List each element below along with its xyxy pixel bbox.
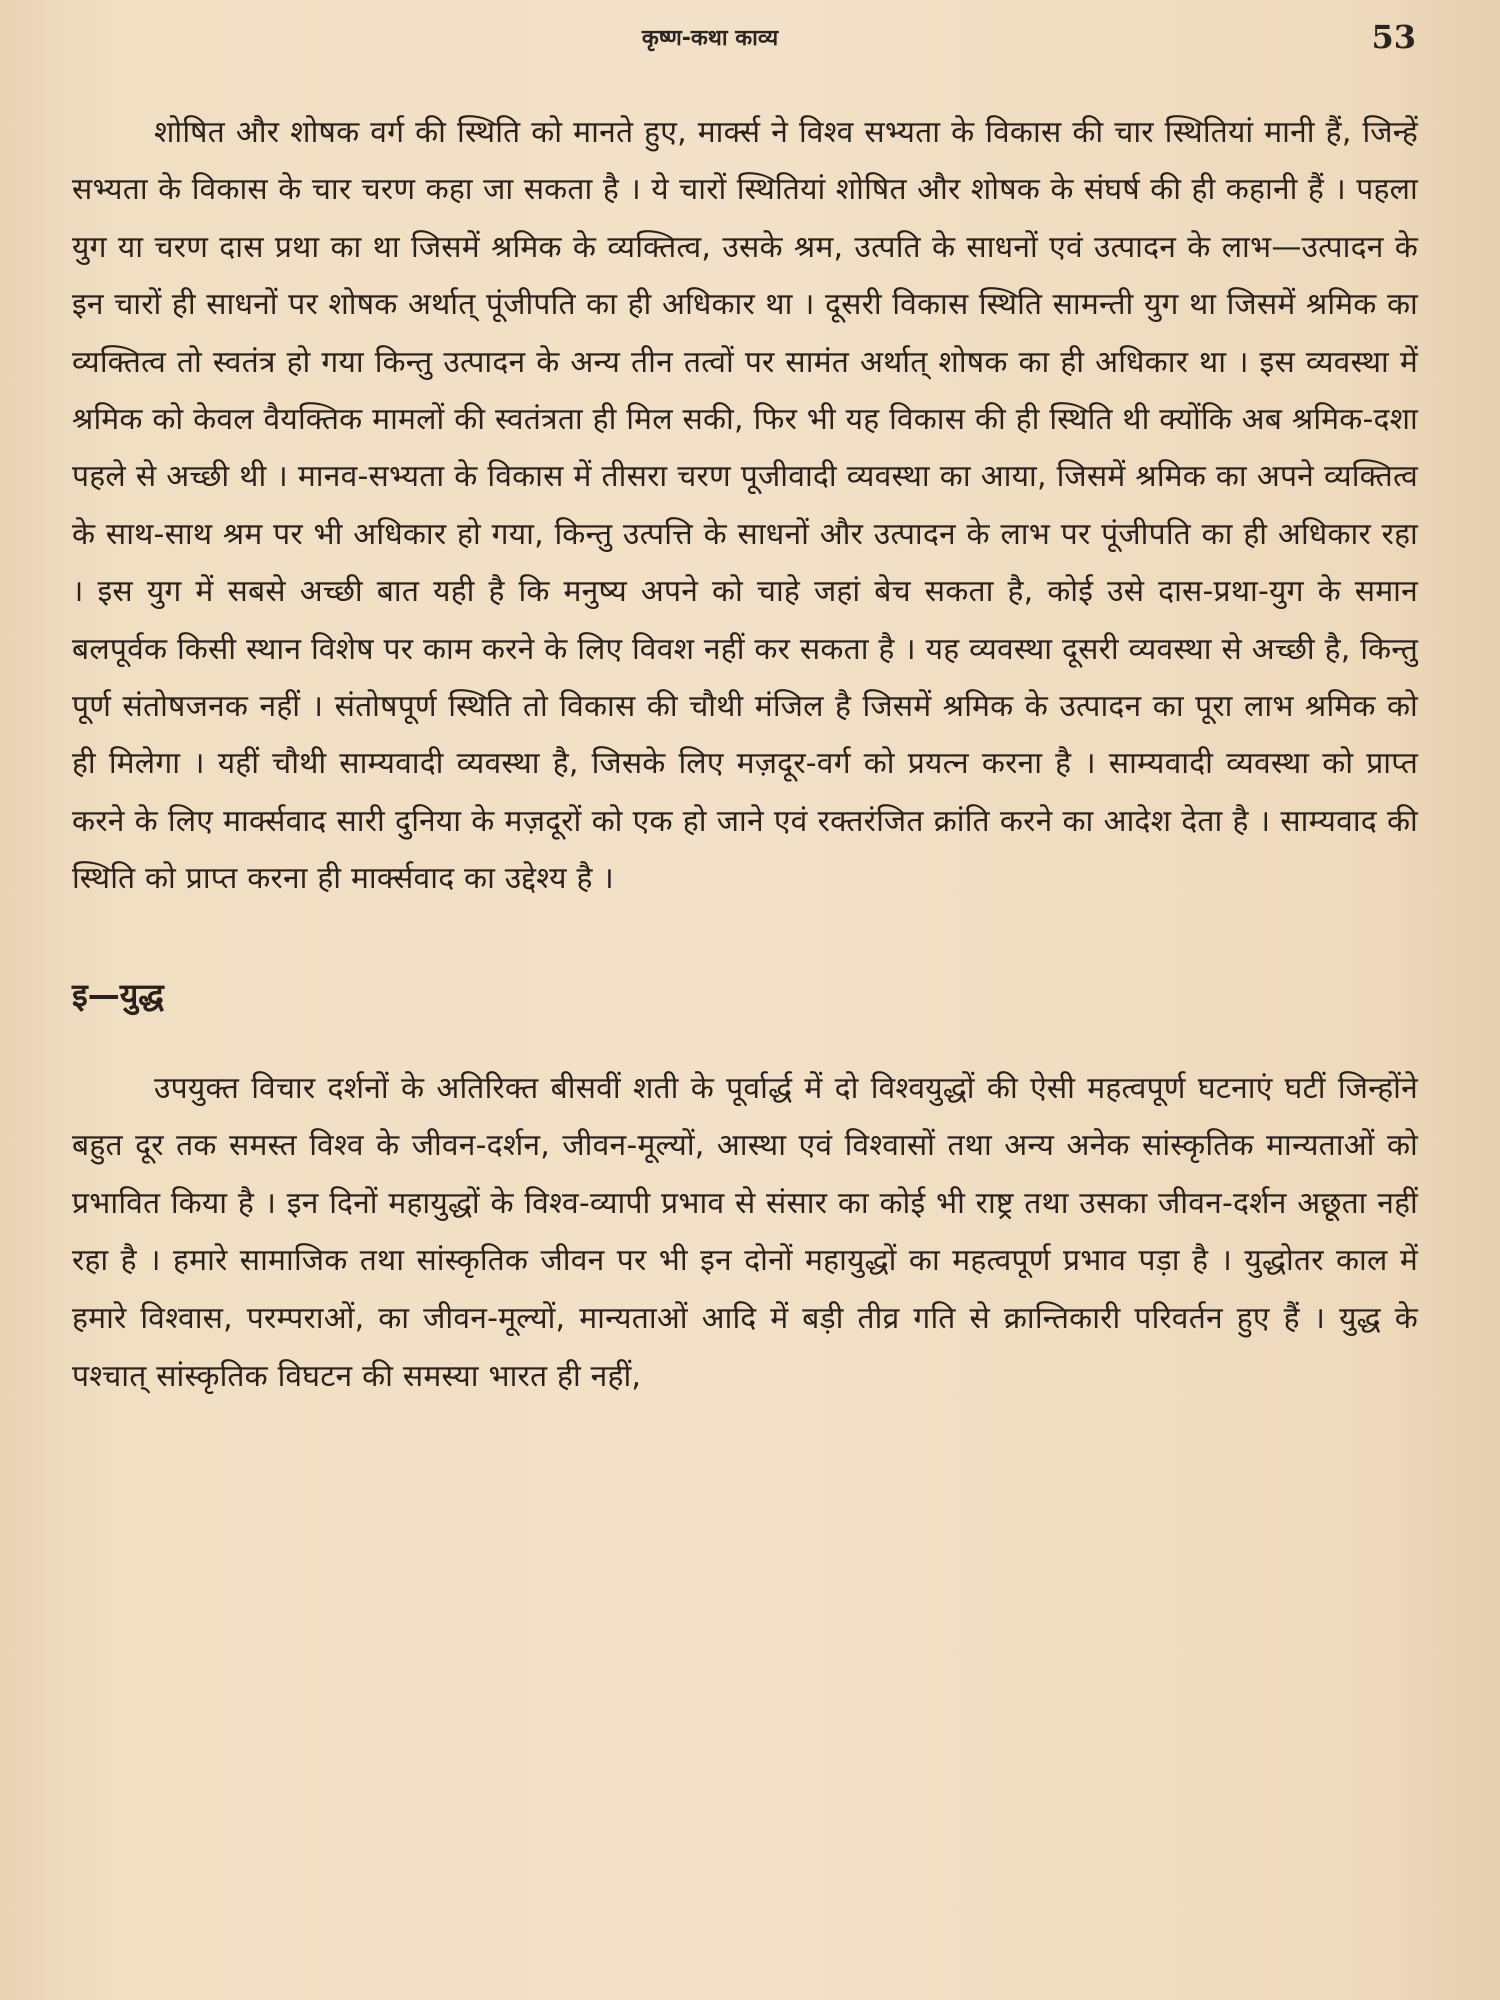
page-header <box>0 18 1500 58</box>
paragraph-marxism: शोषित और शोषक वर्ग की स्थिति को मानते हुए, मार्क्स ने विश्व सभ्यता के विकास की चार स्थितियां मानी हैं, जिन्हें सभ्यता के विकास के चार चरण कहा जा सकता है । ये चारों स्थितियां शोषित और शोषक के संघर्ष की ही कहानी हैं । पहला युग या चरण दास प्रथा का था जिसमें श्रमिक के व्यक्तित्व, उसके श्रम, उत्पति के साधनों एवं उत्पादन के लाभ—उत्पादन के इन चारों ही साधनों पर शोषक अर्थात् पूंजीपति का ही अधिकार था । दूसरी विकास स्थिति सामन्ती युग था जिसमें श्रमिक का व्यक्तित्व तो स्वतंत्र हो गया किन्तु उत्पादन के अन्य तीन तत्वों पर सामंत अर्थात् शोषक का ही अधिकार था । इस व्यवस्था में श्रमिक को केवल वैयक्तिक मामलों की स्वतंत्रता ही मिल सकी, फिर भी यह विकास की ही स्थिति थी क्योंकि अब श्रमिक-दशा पहले से अच्छी थी । मानव-सभ्यता के विकास में तीसरा चरण पूजीवादी व्यवस्था का आया, जिसमें श्रमिक का अपने व्यक्तित्व के साथ-साथ श्रम पर भी अधिकार हो गया, किन्तु उत्पत्ति के साधनों और उत्पादन के लाभ पर पूंजीपति का ही अधिकार रहा । इस युग में सबसे अच्छी बात यही है कि मनुष्य अपने को चाहे जहां बेच सकता है, कोई उसे दास-प्रथा-युग के समान बलपूर्वक किसी स्थान विशेष पर काम करने के लिए विवश नहीं कर सकता है । यह व्यवस्था दूसरी व्यवस्था से अच्छी है, किन्तु पूर्ण संतोषजनक नहीं । संतोषपूर्ण स्थिति तो विकास की चौथी मंजिल है जिसमें श्रमिक के उत्पादन का पूरा लाभ श्रमिक को ही मिलेगा । यहीं चौथी साम्यवादी व्यवस्था है, जिसके लिए मज़दूर-वर्ग को प्रयत्न करना है । साम्यवादी व्यवस्था को प्राप्त करने के लिए मार्क्सवाद सारी दुनिया के मज़दूरों को एक हो जाने एवं रक्तरंजित क्रांति करने का आदेश देता है । साम्यवाद की स्थिति को प्राप्त करना ही मार्क्सवाद का उद्देश्य है । <box>72 115 1418 897</box>
page-number: 53 <box>1371 18 1416 56</box>
section-heading-war: इ—युद्ध <box>72 975 164 1014</box>
running-title: कृष्ण-कथा काव्य <box>641 26 779 51</box>
body-text <box>72 104 1418 1405</box>
paragraph-war: उपयुक्त विचार दर्शनों के अतिरिक्त बीसवीं शती के पूर्वार्द्ध में दो विश्वयुद्धों की ऐसी महत्वपूर्ण घटनाएं घटीं जिन्होंने बहुत दूर तक समस्त विश्व के जीवन-दर्शन, जीवन-मूल्यों, आस्था एवं विश्वासों तथा अन्य अनेक सांस्कृतिक मान्यताओं को प्रभावित किया है । इन दिनों महायुद्धों के विश्व-व्यापी प्रभाव से संसार का कोई भी राष्ट्र तथा उसका जीवन-दर्शन अछूता नहीं रहा है । हमारे सामाजिक तथा सांस्कृतिक जीवन पर भी इन दोनों महायुद्धों का महत्वपूर्ण प्रभाव पड़ा है । युद्धोतर काल में हमारे विश्वास, परम्पराओं, का जीवन-मूल्यों, मान्यताओं आदि में बड़ी तीव्र गति से क्रान्तिकारी परिवर्तन हुए हैं । युद्ध के पश्चात् सांस्कृतिक विघटन की समस्या भारत ही नहीं, <box>72 1070 1418 1394</box>
